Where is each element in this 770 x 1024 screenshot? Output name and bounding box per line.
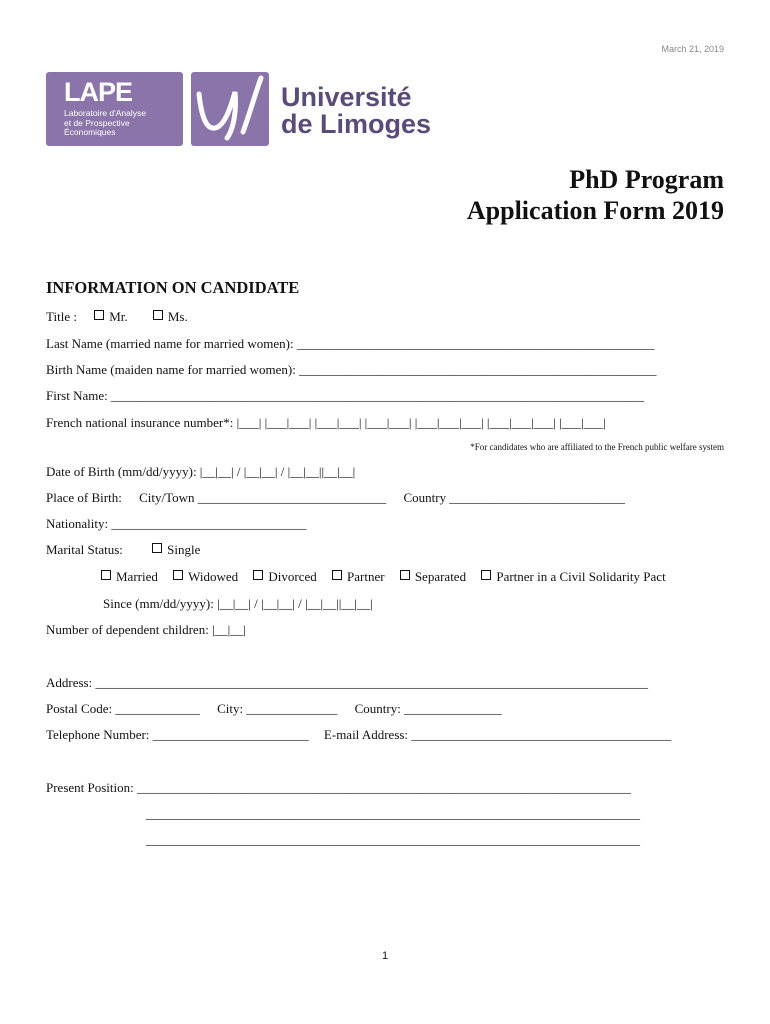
marital-partner-option[interactable] (332, 569, 385, 585)
marital-divorced-option[interactable] (253, 569, 316, 585)
checkbox-ms[interactable] (153, 310, 163, 320)
place-of-birth-label: Place of Birth: (46, 490, 122, 505)
telephone-field[interactable]: Telephone Number: ________________________ (46, 727, 309, 742)
nationality-field[interactable]: Nationality: ______________________________ (46, 516, 307, 531)
section-heading: INFORMATION ON CANDIDATE (46, 278, 300, 297)
marital-civil-pact-option[interactable] (481, 569, 665, 585)
checkbox-widowed[interactable] (173, 570, 183, 580)
present-position-field[interactable]: Present Position: ____________________________________________________________________________ (46, 780, 632, 795)
title-row (46, 309, 188, 325)
contact-row (46, 727, 671, 743)
date-of-birth-field[interactable]: Date of Birth (mm/dd/yyyy): |__|__| / |__|__| / |__|__||__|__| (46, 464, 356, 479)
married-label: Married (116, 569, 158, 584)
page-date: March 21, 2019 (661, 44, 724, 54)
checkbox-single[interactable] (152, 543, 162, 553)
lape-logo-word: LAPE (64, 77, 133, 107)
postal-code-field[interactable]: Postal Code: _____________ (46, 701, 200, 716)
marital-married-option[interactable] (101, 569, 158, 585)
form-title (467, 164, 724, 226)
title-ms-label: Ms. (167, 309, 188, 324)
checkbox-partner[interactable] (332, 570, 342, 580)
university-name-line-1: Université (281, 82, 412, 112)
checkbox-separated[interactable] (400, 570, 410, 580)
place-of-birth-row (46, 490, 625, 506)
form-title-line-1: PhD Program (569, 165, 724, 194)
checkbox-married[interactable] (101, 570, 111, 580)
checkbox-mr[interactable] (94, 310, 104, 320)
email-field[interactable]: E-mail Address: ________________________________________ (323, 727, 672, 742)
form-title-line-2: Application Form 2019 (466, 196, 724, 225)
city-field[interactable]: City: ______________ (217, 701, 338, 716)
lape-logo-subtitle (64, 109, 183, 138)
present-position-line-2[interactable]: ____________________________________________________________________________ (146, 806, 640, 821)
separated-label: Separated (414, 569, 467, 584)
last-name-field[interactable]: Last Name (married name for married women): _______________________________________________________ (46, 336, 655, 351)
lape-sub-line-3: Économiques (64, 127, 116, 137)
marital-since-field[interactable]: Since (mm/dd/yyyy): |__|__| / |__|__| / |__|__||__|__| (103, 596, 373, 611)
insurance-footnote: *For candidates who are affiliated to the French public welfare system (470, 442, 724, 452)
partner-label: Partner (347, 569, 385, 584)
logo-bar (46, 72, 431, 147)
marital-status-row (46, 542, 200, 558)
title-mr-label: Mr. (109, 309, 128, 324)
civil-pact-label: Partner in a Civil Solidarity Pact (496, 569, 666, 584)
university-name-line-2: de Limoges (281, 109, 432, 139)
divorced-label: Divorced (268, 569, 317, 584)
university-name (281, 84, 431, 147)
marital-separated-option[interactable] (400, 569, 466, 585)
checkbox-civil-pact[interactable] (481, 570, 491, 580)
dependent-children-field[interactable]: Number of dependent children: |__|__| (46, 622, 246, 637)
widowed-label: Widowed (188, 569, 239, 584)
postal-row (46, 701, 502, 717)
marital-options-row (101, 569, 666, 585)
title-ms-option[interactable] (153, 309, 188, 325)
title-mr-option[interactable] (94, 309, 127, 325)
title-label: Title : (46, 309, 77, 324)
checkbox-divorced[interactable] (253, 570, 263, 580)
lape-sub-line-2: et de Prospective (64, 117, 130, 128)
page-number: 1 (381, 950, 389, 962)
present-position-line-3[interactable]: ____________________________________________________________________________ (146, 832, 640, 847)
single-label: Single (167, 542, 201, 557)
university-monogram-icon (191, 72, 269, 146)
lape-sub-line-1: Laboratoire d'Analyse (64, 108, 146, 118)
first-name-field[interactable]: First Name: __________________________________________________________________________________ (46, 388, 644, 403)
address-field[interactable]: Address: _____________________________________________________________________________________ (46, 675, 648, 690)
lape-logo (46, 72, 183, 146)
city-town-field[interactable]: City/Town _____________________________ (139, 490, 387, 505)
country-field[interactable]: Country: _______________ (354, 701, 502, 716)
birth-name-field[interactable]: Birth Name (maiden name for married women): _______________________________________________________ (46, 362, 657, 377)
insurance-number-field[interactable]: French national insurance number*: |___| |___|___| |___|___| |___|___| |___|___|___| |___|___|___| |___|___| (46, 415, 606, 430)
marital-status-label: Marital Status: (46, 542, 123, 557)
birth-country-field[interactable]: Country ___________________________ (403, 490, 625, 505)
marital-single-option[interactable] (152, 542, 200, 558)
marital-widowed-option[interactable] (173, 569, 238, 585)
